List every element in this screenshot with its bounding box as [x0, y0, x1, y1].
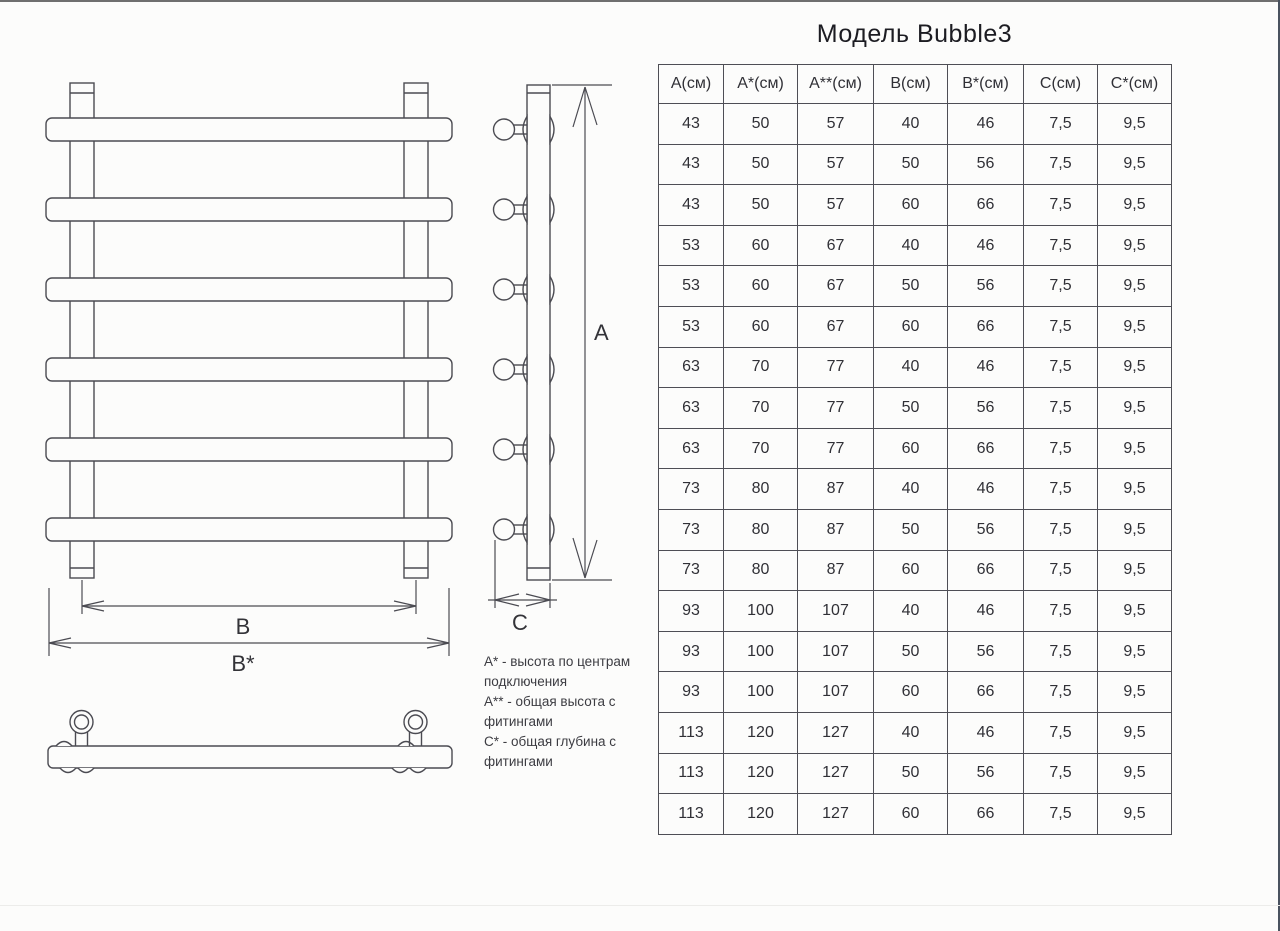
table-cell: 56: [948, 266, 1024, 307]
bar-end-circle: [494, 439, 515, 460]
table-cell: 7,5: [1024, 428, 1098, 469]
table-cell: 9,5: [1098, 753, 1172, 794]
table-cell: 9,5: [1098, 550, 1172, 591]
front-view: [46, 83, 452, 578]
table-cell: 50: [874, 144, 948, 185]
table-cell: 66: [948, 550, 1024, 591]
table-cell: 50: [874, 753, 948, 794]
table-cell: 46: [948, 347, 1024, 388]
table-cell: 9,5: [1098, 591, 1172, 632]
bar-end-circle: [494, 119, 515, 140]
left-post: [70, 83, 94, 578]
table-cell: 67: [798, 306, 874, 347]
table-row: [659, 306, 1172, 347]
table-cell: 7,5: [1024, 712, 1098, 753]
table-cell: 56: [948, 509, 1024, 550]
table-cell: 43: [659, 104, 724, 145]
table-cell: 60: [724, 225, 798, 266]
bar-end-circle: [494, 359, 515, 380]
rail-bar: [46, 278, 452, 301]
bar-end-circle: [494, 519, 515, 540]
table-cell: 57: [798, 144, 874, 185]
side-view: [494, 85, 555, 580]
table-cell: 60: [724, 266, 798, 307]
table-cell: 46: [948, 469, 1024, 510]
table-cell: 73: [659, 509, 724, 550]
table-cell: 9,5: [1098, 631, 1172, 672]
legend-item-a-double-star: А** - общая высота с фитингами: [484, 694, 616, 729]
bar-bump: [410, 768, 426, 773]
top-view: [48, 711, 452, 773]
table-row: [659, 266, 1172, 307]
table-cell: 66: [948, 794, 1024, 835]
bar-bump: [398, 742, 414, 747]
table-cell: 7,5: [1024, 794, 1098, 835]
table-cell: 100: [724, 591, 798, 632]
table-cell: 63: [659, 388, 724, 429]
table-cell: 60: [874, 306, 948, 347]
table-cell: 53: [659, 306, 724, 347]
table-row: [659, 672, 1172, 713]
table-row: [659, 347, 1172, 388]
post-bulge: [550, 437, 554, 463]
table-cell: 9,5: [1098, 306, 1172, 347]
table-cell: 7,5: [1024, 469, 1098, 510]
post-bulge: [523, 277, 527, 303]
bar-bump: [60, 768, 76, 773]
post-bulge: [550, 357, 554, 383]
table-cell: 46: [948, 104, 1024, 145]
table-cell: 40: [874, 347, 948, 388]
table-cell: 40: [874, 712, 948, 753]
table-cell: 70: [724, 347, 798, 388]
table-cell: 107: [798, 591, 874, 632]
table-cell: 9,5: [1098, 104, 1172, 145]
table-cell: 60: [874, 550, 948, 591]
post-bulge: [550, 277, 554, 303]
column-header: В(см): [874, 65, 948, 104]
table-cell: 127: [798, 753, 874, 794]
column-header: А(см): [659, 65, 724, 104]
bar-bump: [392, 768, 408, 773]
table-cell: 73: [659, 469, 724, 510]
table-cell: 43: [659, 185, 724, 226]
table-cell: 9,5: [1098, 509, 1172, 550]
spec-table: [658, 64, 1172, 835]
table-cell: 63: [659, 428, 724, 469]
table-cell: 40: [874, 591, 948, 632]
dim-label-c: С: [512, 610, 528, 635]
table-cell: 43: [659, 144, 724, 185]
table-cell: 9,5: [1098, 266, 1172, 307]
table-cell: 46: [948, 591, 1024, 632]
table-cell: 60: [724, 306, 798, 347]
table-row: [659, 712, 1172, 753]
table-cell: 113: [659, 712, 724, 753]
table-cell: 77: [798, 388, 874, 429]
post-bulge: [523, 437, 527, 463]
table-cell: 50: [724, 104, 798, 145]
table-cell: 7,5: [1024, 306, 1098, 347]
table-cell: 120: [724, 753, 798, 794]
table-cell: 57: [798, 185, 874, 226]
post-bulge: [523, 517, 527, 543]
table-cell: 7,5: [1024, 185, 1098, 226]
table-cell: 9,5: [1098, 672, 1172, 713]
table-cell: 60: [874, 185, 948, 226]
mount-ring-inner: [75, 715, 89, 729]
table-row: [659, 631, 1172, 672]
table-row: [659, 185, 1172, 226]
right-post: [404, 83, 428, 578]
table-cell: 66: [948, 306, 1024, 347]
table-cell: 66: [948, 672, 1024, 713]
column-header: С(см): [1024, 65, 1098, 104]
dim-label-b: В: [235, 614, 251, 639]
table-cell: 60: [874, 794, 948, 835]
header-row: [659, 65, 1172, 104]
spec-table-container: [658, 64, 1172, 835]
table-row: [659, 428, 1172, 469]
table-cell: 67: [798, 225, 874, 266]
table-cell: 107: [798, 631, 874, 672]
table-cell: 9,5: [1098, 712, 1172, 753]
rail-bar: [46, 358, 452, 381]
rail-bar: [46, 118, 452, 141]
table-cell: 9,5: [1098, 185, 1172, 226]
table-cell: 7,5: [1024, 104, 1098, 145]
table-cell: 56: [948, 631, 1024, 672]
table-cell: 46: [948, 712, 1024, 753]
table-cell: 50: [724, 144, 798, 185]
table-cell: 50: [724, 185, 798, 226]
post-bulge: [550, 117, 554, 143]
table-cell: 9,5: [1098, 347, 1172, 388]
table-cell: 70: [724, 428, 798, 469]
column-header: С*(см): [1098, 65, 1172, 104]
table-cell: 60: [874, 672, 948, 713]
table-cell: 53: [659, 266, 724, 307]
dim-label-b-star: В*: [231, 651, 255, 676]
table-cell: 113: [659, 753, 724, 794]
table-cell: 40: [874, 225, 948, 266]
table-cell: 77: [798, 428, 874, 469]
table-row: [659, 144, 1172, 185]
table-cell: 9,5: [1098, 469, 1172, 510]
table-cell: 9,5: [1098, 144, 1172, 185]
table-cell: 87: [798, 550, 874, 591]
table-cell: 63: [659, 347, 724, 388]
post-bulge: [550, 197, 554, 223]
table-cell: 113: [659, 794, 724, 835]
table-cell: 40: [874, 469, 948, 510]
column-header: А*(см): [724, 65, 798, 104]
table-cell: 9,5: [1098, 428, 1172, 469]
table-cell: 7,5: [1024, 753, 1098, 794]
table-cell: 57: [798, 104, 874, 145]
table-cell: 100: [724, 631, 798, 672]
table-cell: 120: [724, 794, 798, 835]
table-cell: 120: [724, 712, 798, 753]
table-cell: 7,5: [1024, 509, 1098, 550]
table-cell: 56: [948, 144, 1024, 185]
dim-label-a: А: [594, 320, 609, 345]
table-cell: 87: [798, 509, 874, 550]
bar-end-circle: [494, 199, 515, 220]
table-cell: 77: [798, 347, 874, 388]
rail-bar: [46, 518, 452, 541]
rail-bar: [46, 438, 452, 461]
table-cell: 7,5: [1024, 591, 1098, 632]
table-row: [659, 591, 1172, 632]
table-row: [659, 225, 1172, 266]
side-post: [527, 85, 550, 580]
page-title: Модель Bubble3: [816, 20, 1013, 48]
table-cell: 9,5: [1098, 388, 1172, 429]
table-cell: 7,5: [1024, 225, 1098, 266]
table-row: [659, 509, 1172, 550]
table-cell: 7,5: [1024, 550, 1098, 591]
table-cell: 7,5: [1024, 266, 1098, 307]
table-row: [659, 753, 1172, 794]
table-cell: 50: [874, 388, 948, 429]
table-cell: 50: [874, 631, 948, 672]
table-cell: 80: [724, 469, 798, 510]
table-cell: 50: [874, 266, 948, 307]
table-cell: 60: [874, 428, 948, 469]
table-cell: 7,5: [1024, 631, 1098, 672]
table-cell: 7,5: [1024, 144, 1098, 185]
legend-item-a-star: А* - высота по центрам подключения: [484, 654, 631, 689]
column-header: А**(см): [798, 65, 874, 104]
post-bulge: [523, 197, 527, 223]
table-row: [659, 104, 1172, 145]
table-cell: 56: [948, 388, 1024, 429]
table-row: [659, 469, 1172, 510]
table-cell: 107: [798, 672, 874, 713]
bar-bump: [56, 742, 72, 747]
legend-item-c-star: С* - общая глубина с фитингами: [484, 734, 617, 769]
table-cell: 100: [724, 672, 798, 713]
table-cell: 93: [659, 672, 724, 713]
table-cell: 7,5: [1024, 347, 1098, 388]
post-bulge: [523, 117, 527, 143]
table-cell: 80: [724, 550, 798, 591]
legend: [484, 652, 664, 772]
table-cell: 7,5: [1024, 388, 1098, 429]
table-cell: 73: [659, 550, 724, 591]
table-cell: 7,5: [1024, 672, 1098, 713]
table-cell: 53: [659, 225, 724, 266]
table-cell: 70: [724, 388, 798, 429]
column-header: В*(см): [948, 65, 1024, 104]
table-row: [659, 794, 1172, 835]
mount-ring-inner: [409, 715, 423, 729]
post-bulge: [523, 357, 527, 383]
table-cell: 46: [948, 225, 1024, 266]
table-cell: 87: [798, 469, 874, 510]
table-row: [659, 388, 1172, 429]
rail-bar: [46, 198, 452, 221]
table-cell: 67: [798, 266, 874, 307]
dimension-a: [552, 85, 612, 580]
table-cell: 127: [798, 712, 874, 753]
table-cell: 56: [948, 753, 1024, 794]
table-cell: 40: [874, 104, 948, 145]
table-cell: 50: [874, 509, 948, 550]
table-cell: 93: [659, 631, 724, 672]
table-row: [659, 550, 1172, 591]
table-cell: 66: [948, 428, 1024, 469]
table-cell: 93: [659, 591, 724, 632]
table-cell: 9,5: [1098, 794, 1172, 835]
bar-bump: [78, 768, 94, 773]
table-cell: 80: [724, 509, 798, 550]
table-cell: 66: [948, 185, 1024, 226]
post-bulge: [550, 517, 554, 543]
bar-end-circle: [494, 279, 515, 300]
table-cell: 9,5: [1098, 225, 1172, 266]
top-view-bar: [48, 746, 452, 768]
table-cell: 127: [798, 794, 874, 835]
dimension-b: [82, 580, 416, 639]
